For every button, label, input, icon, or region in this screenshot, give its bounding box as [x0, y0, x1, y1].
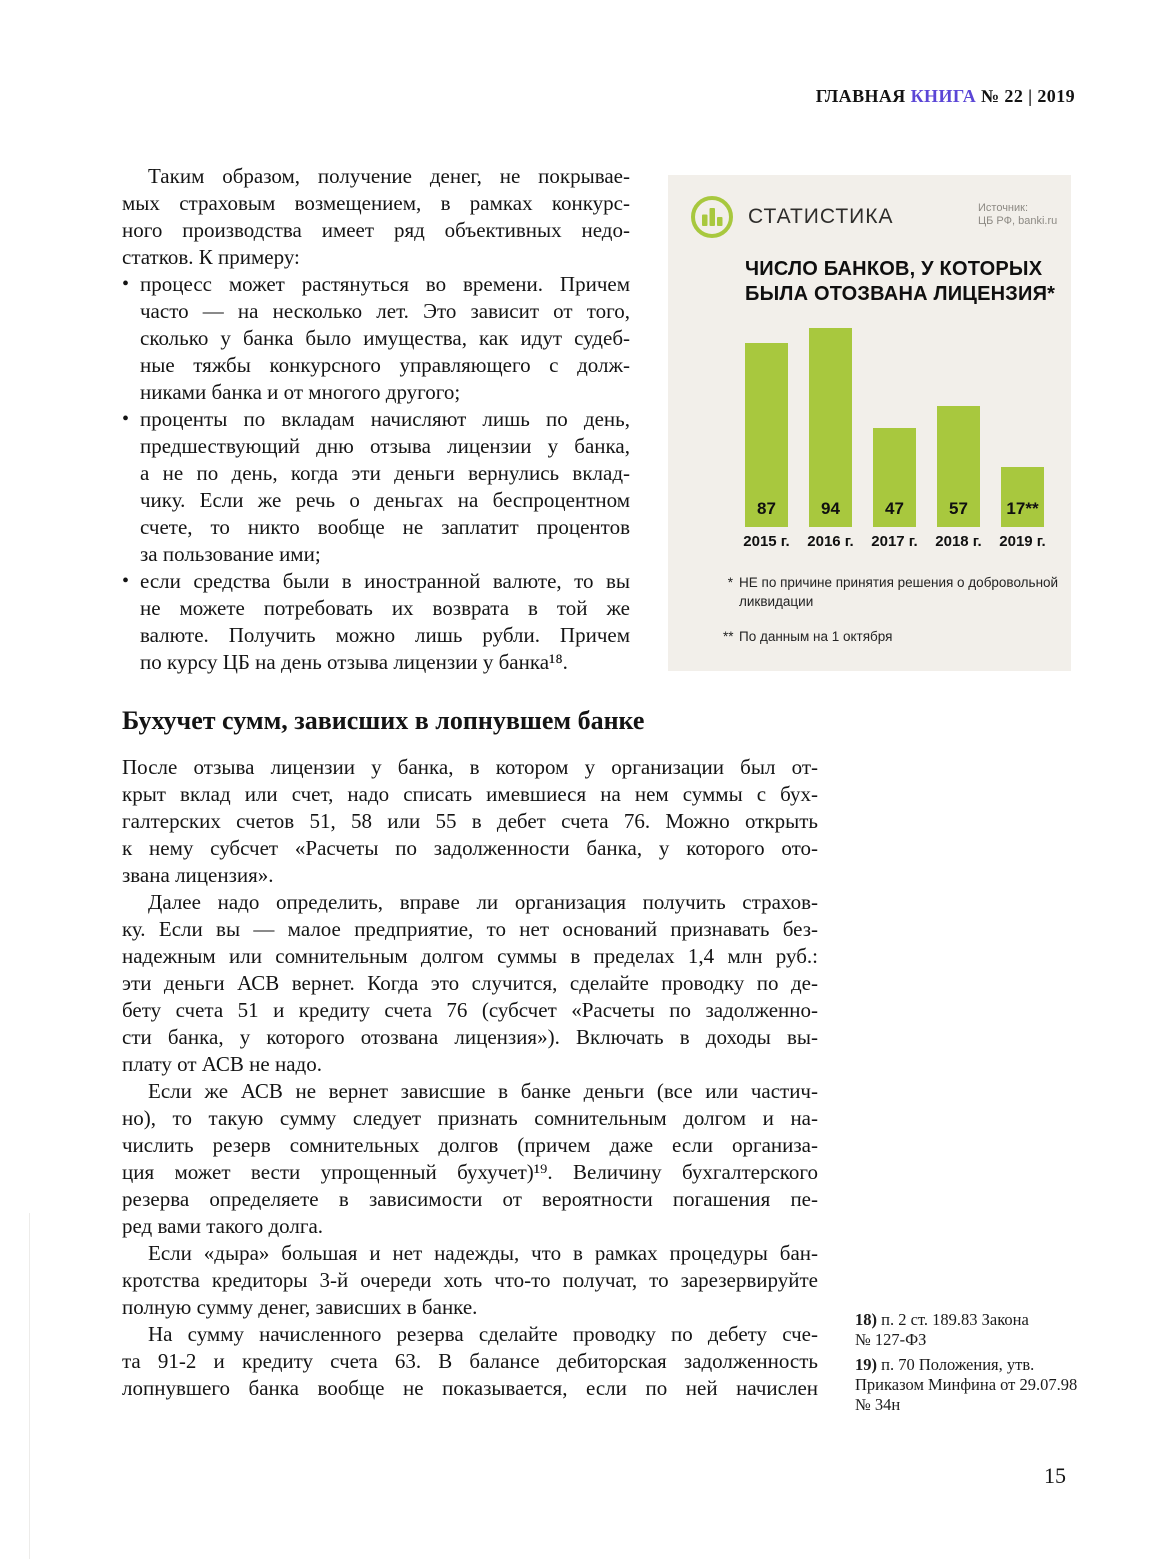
intro-column	[122, 163, 630, 676]
text-line: сколько у банка было имущества, как идут судеб-	[140, 326, 630, 350]
text-line: никами банка и от многого другого;	[140, 380, 461, 404]
text-line: ного производства имеет ряд объективных недо-	[122, 218, 630, 242]
chart-title-line: ЧИСЛО БАНКОВ, У КОТОРЫХ	[745, 258, 1043, 280]
chart-title-line: БЫЛА ОТОЗВАНА ЛИЦЕНЗИЯ*	[745, 283, 1056, 305]
chart-footnote-text: По данным на 1 октября	[739, 629, 893, 644]
double-asterisk-marker: **	[723, 629, 734, 644]
article-paragraph	[122, 889, 818, 1078]
bar-2019	[1001, 467, 1044, 527]
text-line: эти деньги АСВ вернет. Когда это случится, сделайте проводку по де-	[122, 971, 818, 995]
text-line: бету счета 51 и кредиту счета 76 (субсчет «Расчеты по задолженно-	[122, 998, 818, 1022]
article-body	[122, 754, 818, 1402]
bar-category-label: 2017 г.	[871, 533, 918, 550]
page-number: 15	[1044, 1463, 1066, 1488]
masthead	[816, 86, 1075, 107]
text-line: надежным или сомнительным долгом суммы в пределах 1,4 млн руб.:	[122, 944, 818, 968]
text-line: часто — на несколько лет. Это зависит от того,	[140, 299, 630, 323]
bar-2016	[809, 328, 852, 527]
bar-value-label: 47	[885, 499, 904, 518]
bar-column	[999, 327, 1046, 550]
text-line: счете, то никто вообще не заплатит процентов	[140, 515, 630, 539]
text-line: Если «дыра» большая и нет надежды, что в рамках процедуры бан-	[148, 1241, 818, 1265]
footnote-line: 19) п. 70 Положения, утв.	[855, 1355, 1035, 1374]
bullet-marker: •	[122, 273, 130, 295]
text-line: ку. Если вы — малое предприятие, то нет оснований признавать без-	[122, 917, 818, 941]
text-line: не можете потребовать их возврата в той же	[140, 596, 630, 620]
bar-value-label: 87	[757, 499, 776, 518]
text-line: но), то такую сумму следует признать сомнительным долгом и на-	[122, 1106, 818, 1130]
text-line: чику. Если же речь о деньгах на беспроцентном	[140, 488, 630, 512]
left-margin-rule	[29, 1213, 30, 1559]
bar-category-label: 2019 г.	[999, 533, 1046, 550]
text-line: по курсу ЦБ на день отзыва лицензии у банка¹⁸.	[140, 650, 568, 674]
bullet-item	[122, 271, 630, 406]
text-line: Таким образом, получение денег, не покрывае-	[148, 164, 630, 188]
bullet-marker: •	[122, 570, 130, 592]
text-line: крыт вклад или счет, надо списать имевшиеся на нем суммы с бух-	[122, 782, 818, 806]
masthead-title: ГЛАВНАЯ	[815, 86, 911, 106]
text-line: проценты по вкладам начисляют лишь по день,	[140, 407, 630, 431]
text-line: галтерских счетов 51, 58 или 55 в дебет счета 76. Можно открыть	[122, 809, 818, 833]
text-line: та 91-2 и кредиту счета 63. В балансе дебиторская задолженность	[122, 1349, 818, 1373]
bar-column	[935, 327, 982, 550]
bar-2018	[937, 406, 980, 527]
text-line: сти банка, у которого отозвана лицензия»). Включать в доходы вы-	[122, 1025, 818, 1049]
article-paragraph	[122, 1078, 818, 1240]
chart-footnote-2	[723, 627, 892, 646]
bar-chart-icon	[690, 195, 734, 239]
bar-category-label: 2016 г.	[807, 533, 854, 550]
footnote-reference	[855, 1355, 1085, 1415]
text-line: числить резерв сомнительных долгов (причем даже если организа-	[122, 1133, 818, 1157]
chart-footnote-1	[723, 573, 1058, 611]
chart-footnote-text: НЕ по причине принятия решения о добровольной ликвидации	[739, 575, 1059, 609]
chart-title	[745, 257, 1055, 307]
bullet-marker: •	[122, 408, 130, 430]
text-line: ция может вести упрощенный бухучет)¹⁹. Величину бухгалтерского	[122, 1160, 818, 1184]
text-line: лопнувшего банка вообще не показывается, если по ней начислен	[122, 1376, 818, 1400]
text-line: Если же АСВ не вернет зависшие в банке деньги (все или частич-	[148, 1079, 818, 1103]
article-section	[122, 706, 818, 1402]
margin-notes	[855, 1310, 1085, 1420]
bullet-item	[122, 568, 630, 676]
text-line: если средства были в иностранной валюте, то вы	[140, 569, 630, 593]
footnote-reference	[855, 1310, 1085, 1350]
text-line: валюте. Получить можно лишь рубли. Причем	[140, 623, 630, 647]
text-line: ред вами такого долга.	[122, 1214, 324, 1238]
statistics-label: СТАТИСТИКА	[748, 205, 894, 228]
masthead-issue: № 22 | 2019	[976, 86, 1075, 106]
asterisk-marker: *	[727, 575, 733, 590]
article-paragraph	[122, 754, 818, 889]
text-line: плату от АСВ не надо.	[122, 1052, 322, 1076]
masthead-brand: КНИГА	[910, 86, 977, 106]
section-heading: Бухучет сумм, зависших в лопнувшем банке	[122, 706, 645, 735]
text-line: На сумму начисленного резерва сделайте проводку по дебету сче-	[148, 1322, 818, 1346]
text-line: процесс может растянуться во времени. Причем	[140, 272, 630, 296]
text-line: ные тяжбы конкурсного управляющего с долж-	[140, 353, 630, 377]
text-line: Далее надо определить, вправе ли организация получить страхов-	[148, 890, 818, 914]
bar-column	[743, 327, 790, 550]
text-line: к нему субсчет «Расчеты по задолженности банка, у которого ото-	[122, 836, 818, 860]
bar-value-label: 17**	[1006, 499, 1039, 518]
text-line: кротства кредиторы 3-й очереди хоть что-то получат, то зарезервируйте	[122, 1268, 818, 1292]
text-line: После отзыва лицензии у банка, в котором у организации был от-	[122, 755, 818, 779]
bar-category-label: 2015 г.	[743, 533, 790, 550]
bar-chart	[743, 327, 1046, 550]
text-line: звана лицензия».	[122, 863, 274, 887]
bar-value-label: 57	[949, 499, 968, 518]
bar-column	[807, 327, 854, 550]
bar-value-label: 94	[821, 499, 840, 518]
text-line: за пользование ими;	[140, 542, 321, 566]
text-line: полную сумму денег, зависших в банке.	[122, 1295, 478, 1319]
article-paragraph	[122, 1321, 818, 1402]
text-line: мых страховым возмещением, в рамках конкурс-	[122, 191, 630, 215]
bar-2017	[873, 428, 916, 527]
footnote-number: 18)	[855, 1310, 882, 1329]
bar-2015	[745, 343, 788, 527]
intro-paragraph	[122, 163, 630, 271]
text-line: а не по день, когда эти деньги вернулись вклад-	[140, 461, 630, 485]
text-line: предшествующий дню отзыва лицензии у банка,	[140, 434, 630, 458]
source-note	[978, 202, 1057, 228]
footnote-number: 19)	[855, 1355, 882, 1374]
statistics-box	[668, 175, 1071, 671]
article-paragraph	[122, 1240, 818, 1321]
text-line: статков. К примеру:	[122, 245, 300, 269]
footnote-line: Приказом Минфина от 29.07.98	[855, 1375, 1078, 1394]
footnote-line: № 127-ФЗ	[855, 1330, 927, 1349]
footnote-line: 18) п. 2 ст. 189.83 Закона	[855, 1310, 1029, 1329]
bullet-list	[122, 271, 630, 676]
bar-category-label: 2018 г.	[935, 533, 982, 550]
bar-column	[871, 327, 918, 550]
text-line: резерва определяете в зависимости от вероятности погашения пе-	[122, 1187, 818, 1211]
bullet-item	[122, 406, 630, 568]
source-line: ЦБ РФ, banki.ru	[978, 215, 1058, 227]
source-line: Источник:	[978, 202, 1029, 214]
footnote-line: № 34н	[855, 1395, 901, 1414]
